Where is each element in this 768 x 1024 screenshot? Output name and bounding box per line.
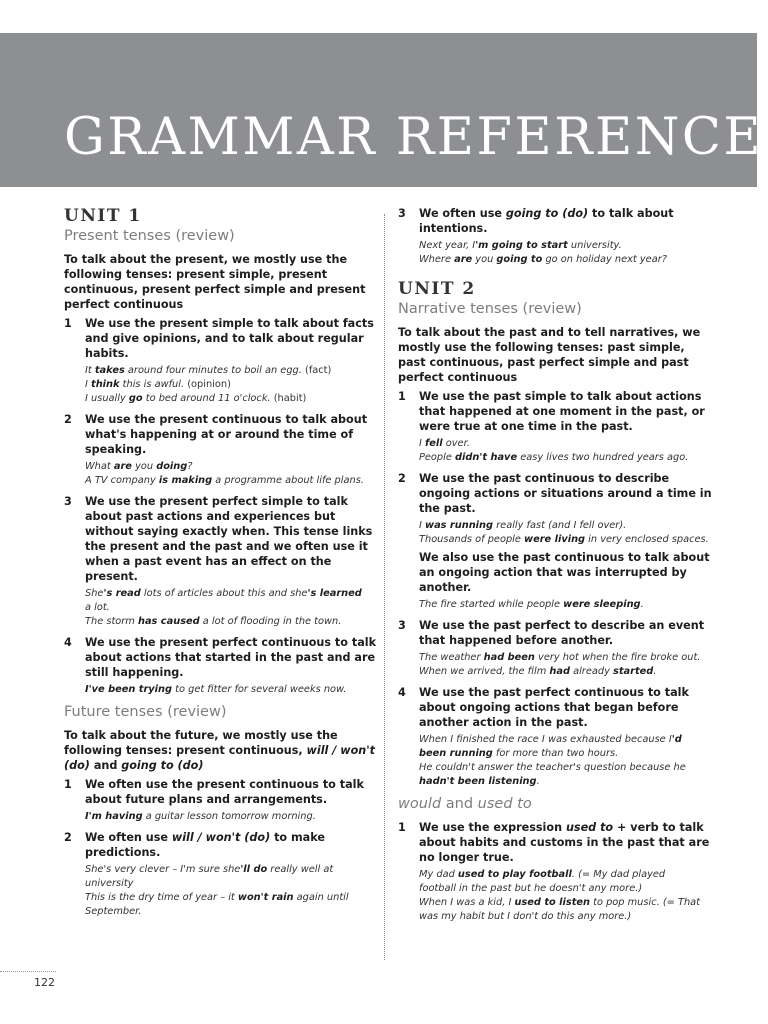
text-run: this is awful.	[119, 379, 188, 390]
example-sentence	[419, 253, 712, 267]
text-run: The storm	[85, 616, 138, 627]
text-run: a lot of flooding in the town.	[199, 616, 342, 627]
text-run: He couldn't answer the teacher's question because he	[419, 762, 686, 773]
text-run: for more than two hours.	[492, 748, 619, 759]
text-run: September.	[85, 906, 142, 917]
rule-text: We use the present simple to talk about facts and give opinions, and to talk about regular habits.	[85, 317, 374, 360]
rule-item	[398, 389, 712, 465]
text-run: easy lives two hundred years ago.	[517, 452, 689, 463]
text-run: didn't have	[455, 452, 518, 463]
item-number: 1	[64, 317, 72, 330]
text-run: a guitar lesson tomorrow morning.	[142, 811, 316, 822]
item-number: 2	[64, 831, 72, 844]
page-number-rule	[0, 971, 56, 972]
item-number: 3	[398, 207, 406, 220]
text-run: + verb to talk about habits and customs in the past that are no longer true.	[419, 821, 710, 864]
section-intro	[64, 728, 378, 773]
text-run: you	[472, 254, 497, 265]
text-run: (opinion)	[187, 379, 231, 390]
text-run: already	[569, 666, 613, 677]
example-sentence	[85, 392, 378, 406]
text-run: She	[85, 588, 104, 599]
text-run: and	[89, 759, 122, 772]
text-run: 'll do	[240, 864, 268, 875]
example-sentence	[419, 451, 712, 465]
rule-text-extra: We also use the past continuous to talk about an ongoing action that was interrupted by another.	[419, 551, 710, 594]
example-sentence	[419, 519, 712, 533]
text-run: was running	[425, 520, 494, 531]
text-run: used to listen	[514, 897, 591, 908]
right-column	[398, 206, 712, 930]
example-sentence	[419, 598, 712, 612]
text-run: I've been trying	[85, 684, 173, 695]
text-run: People	[419, 452, 456, 463]
text-run: .	[653, 666, 657, 677]
text-run: university.	[567, 240, 622, 251]
text-run: used to play football	[457, 869, 572, 880]
text-run: started	[613, 666, 654, 677]
text-run: When I finished the race I was exhausted because I	[419, 734, 672, 745]
text-run: It	[85, 365, 95, 376]
example-sentence	[419, 239, 712, 253]
text-run: takes	[94, 365, 125, 376]
item-number: 1	[398, 821, 406, 834]
rule-item	[64, 412, 378, 488]
text-run: This is the dry time of year – it	[85, 892, 238, 903]
text-run: . (= My dad played	[571, 869, 666, 880]
text-run: used to	[565, 821, 614, 834]
section-title: Narrative tenses (review)	[398, 301, 582, 317]
text-run: ?	[187, 461, 193, 472]
rule-item	[64, 494, 378, 629]
text-run: university	[85, 878, 134, 889]
text-run: over.	[442, 438, 470, 449]
text-run: My dad	[419, 869, 458, 880]
item-number: 3	[64, 495, 72, 508]
text-run: I	[419, 520, 426, 531]
text-run: were living	[524, 534, 586, 545]
text-run: are	[113, 461, 132, 472]
text-run: will / won't (do)	[64, 744, 376, 772]
text-run: .	[640, 599, 644, 610]
example-sentence	[419, 896, 712, 910]
rule-text	[419, 206, 712, 236]
text-run: She's very clever – I'm sure she	[85, 864, 241, 875]
text-run: and	[441, 796, 478, 812]
text-run: had been	[483, 652, 535, 663]
text-run: The weather	[419, 652, 484, 663]
text-run: really well at	[267, 864, 334, 875]
example-sentence	[85, 810, 378, 824]
rule-item	[398, 471, 712, 612]
item-number: 2	[64, 413, 72, 426]
rule-item	[64, 830, 378, 919]
text-run: had	[549, 666, 570, 677]
text-run: Where	[419, 254, 455, 265]
text-run: has caused	[137, 616, 200, 627]
section-title: Future tenses (review)	[64, 704, 227, 720]
text-run: I usually	[85, 393, 129, 404]
rule-text: We use the present continuous to talk about what's happening at or around the time of speaking.	[85, 413, 368, 456]
item-number: 2	[398, 472, 406, 485]
text-run: .	[536, 776, 540, 787]
rule-text	[419, 820, 712, 865]
text-run: I	[419, 438, 426, 449]
text-run: is making	[158, 475, 213, 486]
example-sentence	[419, 651, 712, 665]
rule-text: We use the past continuous to describe ongoing actions or situations around a time in the past.	[419, 472, 712, 515]
text-run: a programme about life plans.	[212, 475, 364, 486]
text-run: 'd	[671, 734, 682, 745]
text-run: We often use	[85, 831, 172, 844]
text-run: football in the past but he doesn't any more.)	[419, 883, 643, 894]
example-sentence	[85, 683, 378, 697]
text-run: I'm having	[85, 811, 143, 822]
text-run: (habit)	[273, 393, 307, 404]
text-run: in very enclosed spaces.	[585, 534, 709, 545]
example-sentence	[85, 460, 378, 474]
text-run: Thousands of people	[419, 534, 525, 545]
rule-text: We use the present perfect continuous to talk about actions that started in the past and are still happening.	[85, 636, 377, 679]
example-sentence	[419, 775, 712, 789]
example-sentence	[85, 905, 378, 919]
page-number: 122	[34, 976, 55, 989]
text-run: to bed around 11 o'clock.	[142, 393, 274, 404]
text-run: 's read	[103, 588, 141, 599]
text-run: were sleeping	[563, 599, 641, 610]
item-number: 3	[398, 619, 406, 632]
example-sentence	[85, 364, 378, 378]
rule-item	[398, 685, 712, 789]
item-number: 1	[398, 390, 406, 403]
text-run: very hot when the fire broke out.	[534, 652, 701, 663]
rule-text: We use the past perfect to describe an event that happened before another.	[419, 619, 705, 647]
text-run: 's learned	[307, 588, 362, 599]
section-intro: To talk about the present, we mostly use the following tenses: present simple, present continuous, present perfect simple and present perfect continuous	[64, 253, 366, 311]
example-sentence	[419, 761, 712, 775]
text-run: really fast (and I fell over).	[493, 520, 627, 531]
item-number: 4	[64, 636, 72, 649]
rule-item	[398, 206, 712, 267]
rule-item	[398, 820, 712, 924]
text-run: hadn't been listening	[419, 776, 537, 787]
left-column	[64, 206, 378, 925]
example-sentence	[419, 868, 712, 882]
text-run: going to (do)	[505, 207, 589, 220]
text-run: think	[91, 379, 120, 390]
text-run: go	[128, 393, 143, 404]
example-sentence	[419, 747, 712, 761]
text-run: going to (do)	[121, 759, 204, 772]
text-run: I	[85, 379, 92, 390]
rule-item	[64, 777, 378, 824]
column-divider	[384, 214, 385, 960]
text-run: to make predictions.	[85, 831, 325, 859]
text-run: We use the expression	[419, 821, 566, 834]
text-run: fell	[425, 438, 443, 449]
example-sentence	[85, 863, 378, 877]
text-run: are	[454, 254, 473, 265]
example-sentence	[85, 474, 378, 488]
text-run: (fact)	[305, 365, 332, 376]
text-run: What	[85, 461, 114, 472]
text-run: to talk about intentions.	[419, 207, 674, 235]
text-run: doing	[156, 461, 188, 472]
text-run: When I was a kid, I	[419, 897, 515, 908]
text-run: to pop music. (= That	[590, 897, 701, 908]
unit-title: UNIT 1	[64, 206, 142, 226]
section-title: Present tenses (review)	[64, 228, 235, 244]
text-run: around four minutes to boil an egg.	[124, 365, 305, 376]
example-sentence	[85, 891, 378, 905]
example-sentence	[85, 877, 378, 891]
section-title	[398, 795, 712, 814]
text-run: a lot.	[85, 602, 110, 613]
rule-text: We use the past simple to talk about actions that happened at one moment in the past, or were true at one time in the past.	[419, 390, 705, 433]
page-title: GRAMMAR REFERENCE	[64, 108, 764, 167]
unit-title: UNIT 2	[398, 279, 476, 299]
example-sentence	[419, 733, 712, 747]
text-run: was my habit but I don't do this any more.)	[419, 911, 632, 922]
text-run: go on holiday next year?	[542, 254, 667, 265]
example-sentence	[85, 601, 378, 615]
rule-text	[85, 830, 378, 860]
example-sentence	[85, 378, 378, 392]
rule-item	[398, 618, 712, 679]
text-run: been running	[419, 748, 493, 759]
text-run: Next year, I	[419, 240, 476, 251]
text-run: to get fitter for several weeks now.	[172, 684, 347, 695]
text-run: again until	[293, 892, 349, 903]
rule-item	[64, 316, 378, 406]
example-sentence	[419, 910, 712, 924]
text-run: going to	[496, 254, 543, 265]
text-run: To talk about the future, we mostly use the following tenses: present continuous,	[64, 729, 338, 757]
text-run: A TV company	[85, 475, 159, 486]
rule-text: We use the past perfect continuous to talk about ongoing actions that began before another action in the past.	[419, 686, 689, 729]
text-run: used to	[477, 796, 532, 812]
text-run: won't rain	[237, 892, 294, 903]
text-run: When we arrived, the film	[419, 666, 550, 677]
rule-text: We often use the present continuous to talk about future plans and arrangements.	[85, 778, 364, 806]
text-run: you	[131, 461, 157, 472]
text-run: lots of articles about this and she	[140, 588, 308, 599]
example-sentence	[85, 615, 378, 629]
text-run: 'm going to start	[475, 240, 568, 251]
example-sentence	[419, 882, 712, 896]
example-sentence	[419, 533, 712, 547]
item-number: 1	[64, 778, 72, 791]
text-run: will / won't (do)	[171, 831, 271, 844]
example-sentence	[85, 587, 378, 601]
rule-text: We use the present perfect simple to talk about past actions and experiences but without saying exactly when. This tense links the present and the past and we often use it when a past event has an effect on the present.	[85, 495, 373, 583]
text-run: would	[398, 796, 442, 812]
example-sentence	[419, 665, 712, 679]
example-sentence	[419, 437, 712, 451]
rule-item	[64, 635, 378, 697]
section-intro: To talk about the past and to tell narratives, we mostly use the following tenses: past simple, past continuous, past perfect simple and past perfect continuous	[398, 326, 701, 384]
text-run: The fire started while people	[419, 599, 564, 610]
text-run: We often use	[419, 207, 506, 220]
item-number: 4	[398, 686, 406, 699]
